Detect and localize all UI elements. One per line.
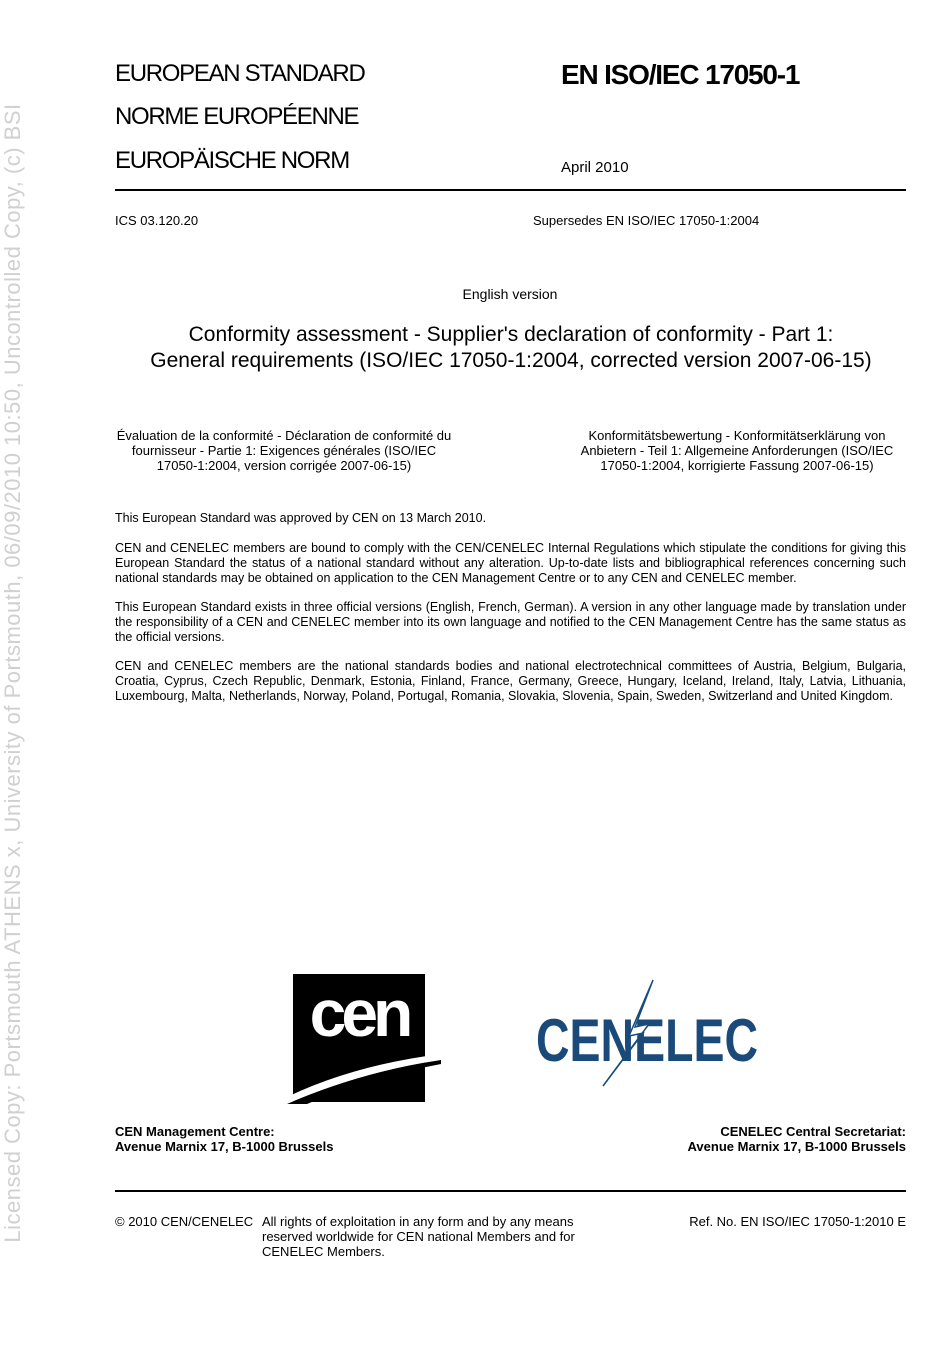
cenelec-address: Avenue Marnix 17, B-1000 Brussels bbox=[687, 1139, 906, 1154]
ics-code: ICS 03.120.20 bbox=[115, 213, 199, 228]
standard-name-english: EUROPEAN STANDARD bbox=[115, 60, 365, 87]
header-divider bbox=[115, 189, 906, 191]
french-title: Évaluation de la conformité - Déclaration de conformité du fournisseur - Partie 1: Exigences générales (ISO/IEC 17050-1:2004, version corrigée 2007-06-15) bbox=[116, 428, 452, 473]
versions-paragraph: This European Standard exists in three official versions (English, French, German). A version in any other language made by translation under the responsibility of a CEN and CENELEC member into its own language and notified to the CEN Management Centre has the same status as the official versions. bbox=[115, 600, 906, 644]
document-title: Conformity assessment - Supplier's declaration of conformity - Part 1: General requirements (ISO/IEC 17050-1:2004, corrected version 2007-06-15) bbox=[150, 323, 872, 372]
cenelec-logo-text: CENELEC bbox=[536, 1007, 758, 1074]
cen-address: Avenue Marnix 17, B-1000 Brussels bbox=[115, 1139, 334, 1154]
cen-logo-text: cen bbox=[309, 976, 409, 1050]
reference-number: Ref. No. EN ISO/IEC 17050-1:2010 E bbox=[689, 1214, 906, 1229]
approval-paragraph: This European Standard was approved by CEN on 13 March 2010. bbox=[115, 511, 487, 525]
supersedes-note: Supersedes EN ISO/IEC 17050-1:2004 bbox=[533, 213, 760, 228]
standard-name-french: NORME EUROPÉENNE bbox=[115, 103, 359, 130]
standard-name-german: EUROPÄISCHE NORM bbox=[115, 147, 349, 174]
standard-id: EN ISO/IEC 17050-1 bbox=[561, 59, 800, 90]
publication-date: April 2010 bbox=[561, 159, 629, 176]
cen-logo bbox=[277, 974, 441, 1104]
license-watermark: Licensed Copy: Portsmouth ATHENS x, University of Portsmouth, 06/09/2010 10:50, Uncontrolled Copy, (c) BSI bbox=[0, 103, 25, 1243]
regulations-paragraph: CEN and CENELEC members are bound to comply with the CEN/CENELEC Internal Regulations which stipulate the conditions for giving this European Standard the status of a national standard without any alteration. Up-to-date lists and bibliographical references concerning such national standards may be obtained on application to the CEN Management Centre or to any CEN and CENELEC member. bbox=[115, 541, 906, 585]
rights-notice: All rights of exploitation in any form and by any means reserved worldwide for CEN national Members and for CENELEC Members. bbox=[262, 1214, 575, 1259]
members-paragraph: CEN and CENELEC members are the national standards bodies and national electrotechnical committees of Austria, Belgium, Bulgaria, Croatia, Cyprus, Czech Republic, Denmark, Estonia, Finland, France, Germany, Greece, Hungary, Iceland, Ireland, Italy, Latvia, Lithuania, Luxembourg, Malta, Netherlands, Norway, Poland, Portugal, Romania, Slovakia, Slovenia, Spain, Sweden, Switzerland and United Kingdom. bbox=[115, 659, 906, 703]
version-label: English version bbox=[462, 286, 558, 302]
footer-divider bbox=[115, 1190, 906, 1192]
german-title: Konformitätsbewertung - Konformitätserklärung von Anbietern - Teil 1: Allgemeine Anforderungen (ISO/IEC 17050-1:2004, korrigierte Fassung 2007-06-15) bbox=[580, 428, 894, 473]
copyright-notice: © 2010 CEN/CENELEC bbox=[115, 1214, 254, 1229]
cenelec-logo bbox=[533, 978, 763, 1088]
cenelec-address-title: CENELEC Central Secretariat: bbox=[720, 1124, 906, 1139]
cen-address-title: CEN Management Centre: bbox=[115, 1124, 275, 1139]
